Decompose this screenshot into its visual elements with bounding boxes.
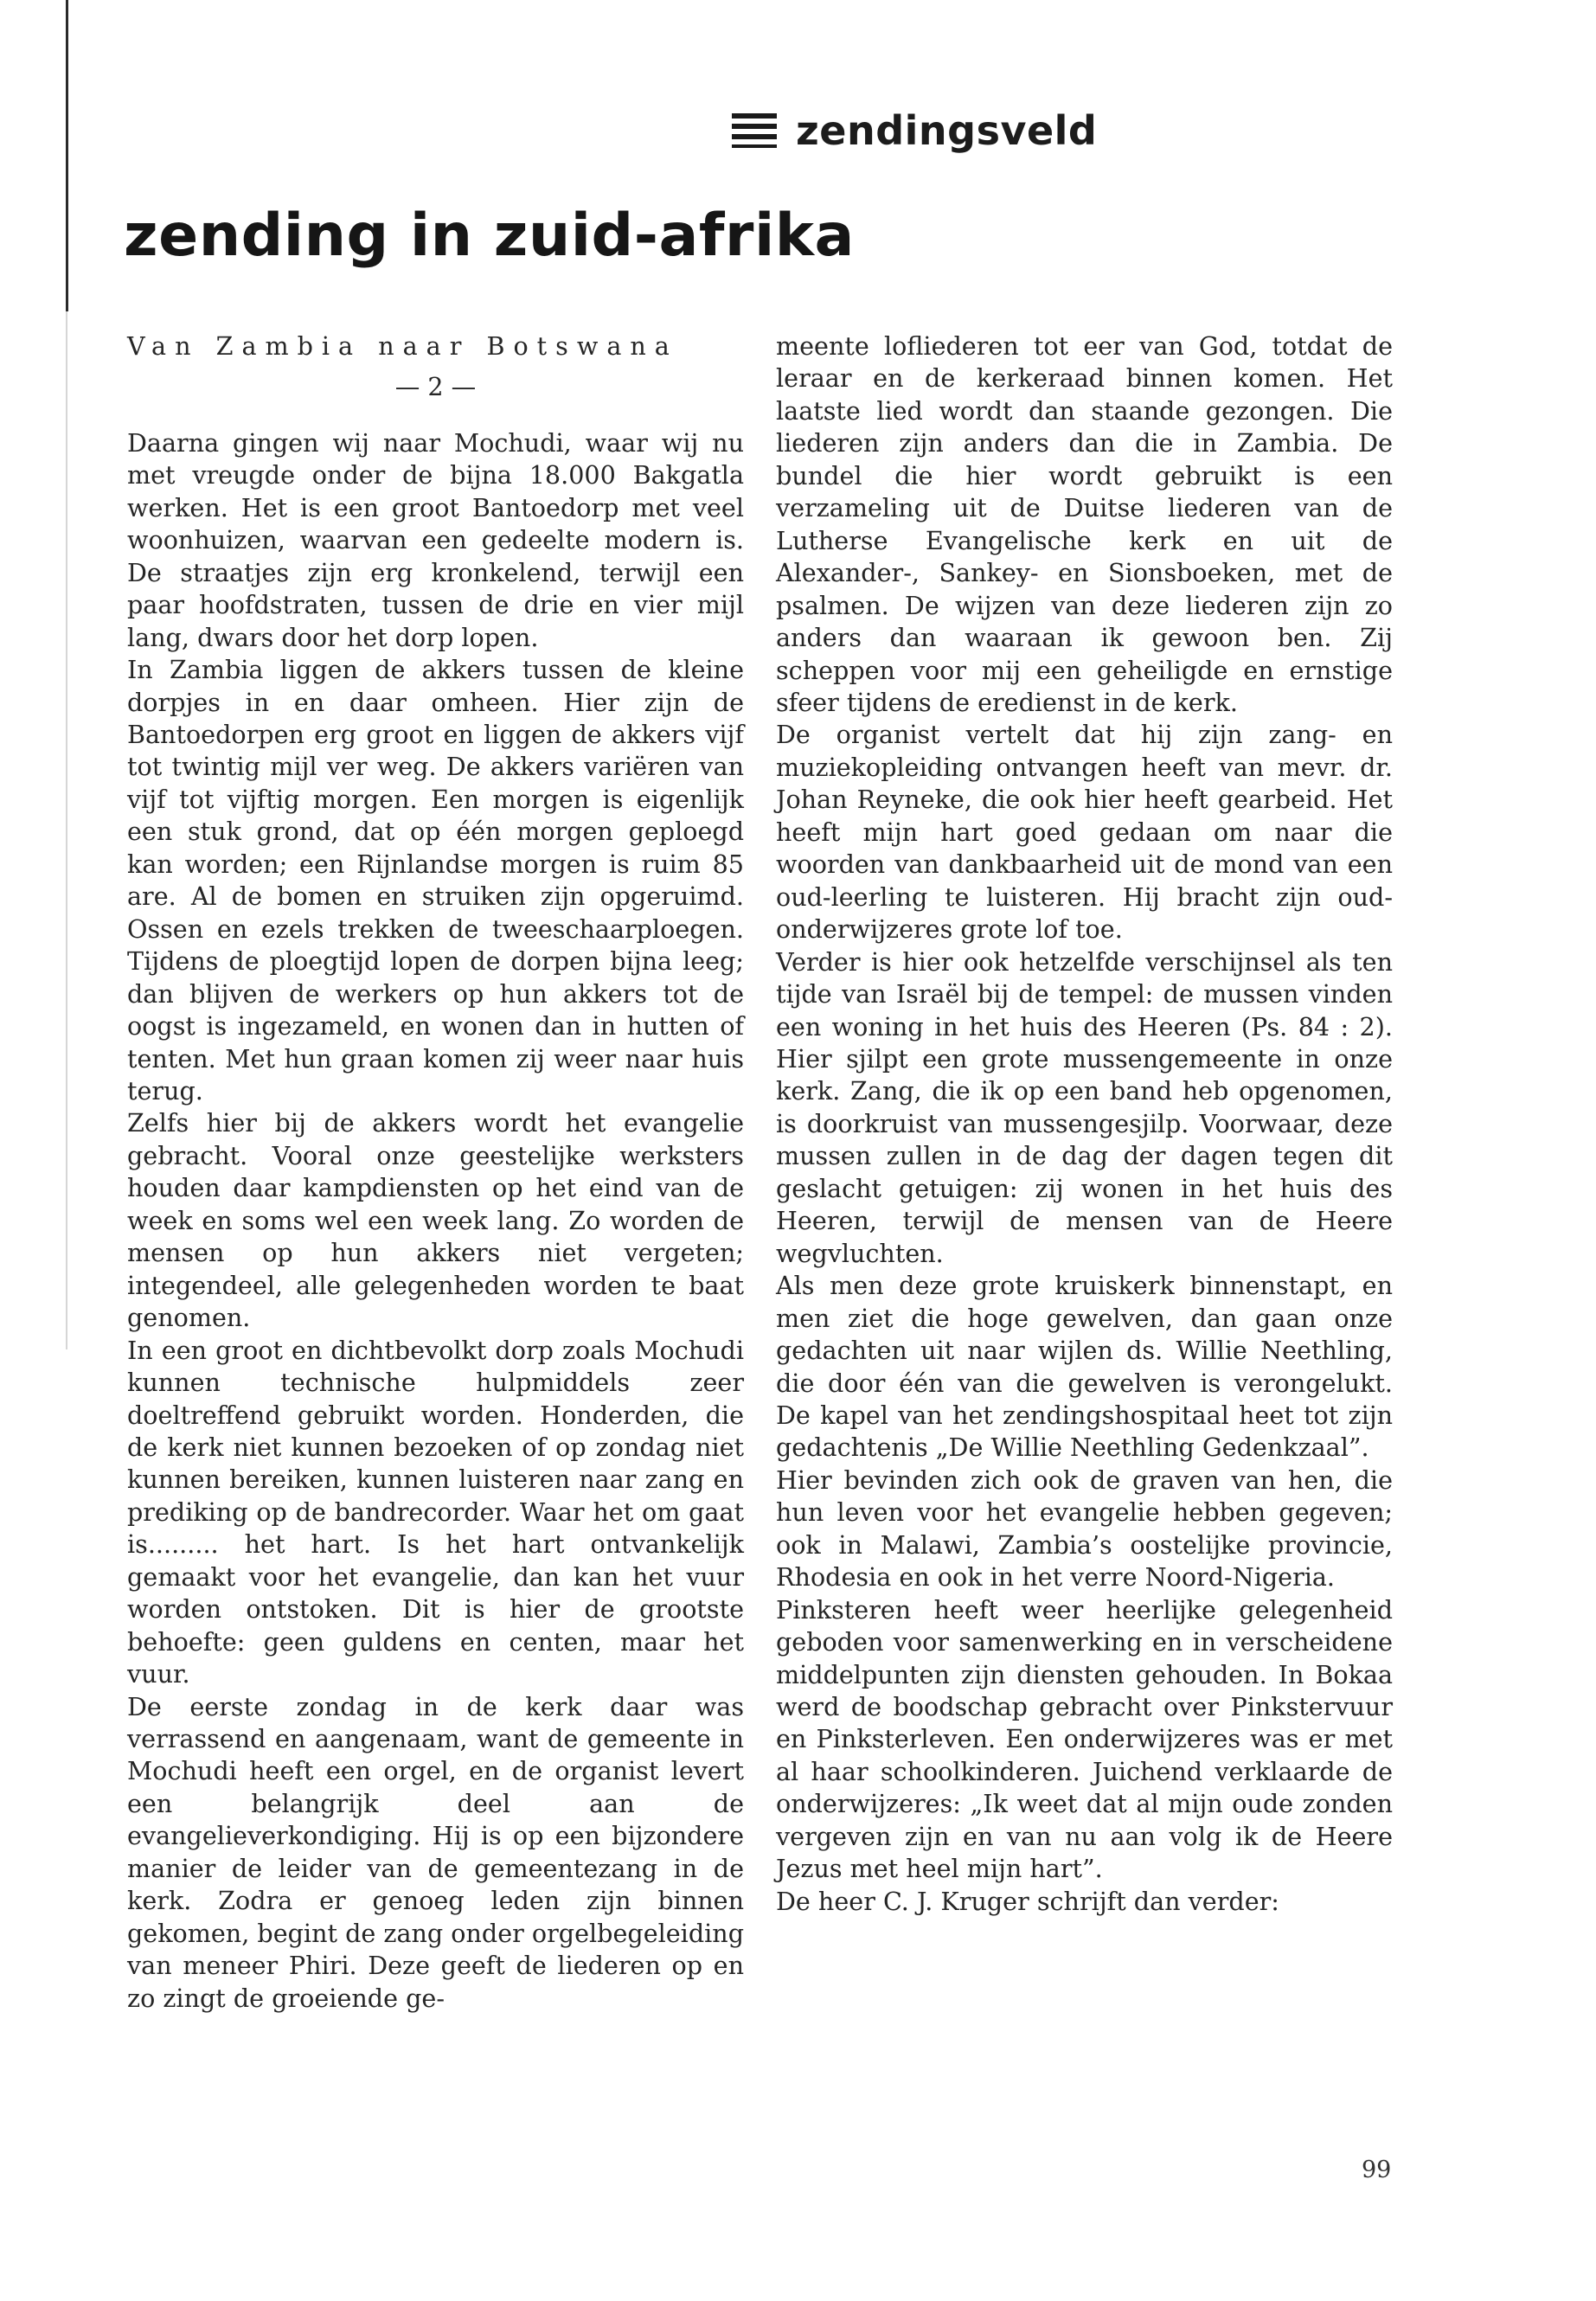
stacked-lines-icon: [732, 112, 777, 150]
paragraph: Als men deze grote kruiskerk binnenstapt, en men ziet die hoge gewelven, dan gaan onze gedachten uit naar wijlen ds. Willie Neethling, die door één van die gewelven is verongelukt. De kapel van het zendingshospitaal heet tot zijn gedachtenis „De Willie Neethling Gedenkzaal”.: [776, 1271, 1393, 1463]
article-subtitle: Van Zambia naar Botswana: [127, 331, 678, 361]
page-number: 99: [1362, 2157, 1392, 2183]
left-margin-rule-faint: [66, 311, 67, 1349]
paragraph: In een groot en dichtbevolkt dorp zoals Mochudi kunnen technische hulpmiddels zeer doeltreffend gebruikt worden. Honderden, die de kerk niet kunnen bezoeken of op zondag niet kunnen bereiken, kunnen luisteren naar zang en prediking op de bandrecorder. Waar het om gaat is......... het hart. Is het hart ontvankelijk gemaakt voor het evangelie, dan kan het vuur worden ontstoken. Dit is hier de grootste behoefte: geen guldens en centen, maar het vuur.: [127, 1335, 744, 1689]
paragraph: Zelfs hier bij de akkers wordt het evangelie gebracht. Vooral onze geestelijke werksters houden daar kampdiensten op het eind van de week en soms wel een week lang. Zo worden de mensen op hun akkers niet vergeten; integendeel, alle gelegenheden worden te baat genomen.: [127, 1108, 744, 1333]
paragraph: De organist vertelt dat hij zijn zang- en muziekopleiding ontvangen heeft van mevr. dr. Johan Reyneke, die ook hier heeft gearbeid. Het heeft mijn hart goed gedaan om naar die woorden van dankbaarheid uit de mond van een oud-leerling te luisteren. Hij bracht zijn oud-onderwijzeres grote lof toe.: [776, 720, 1393, 945]
part-number: — 2 —: [394, 372, 477, 402]
paragraph: De eerste zondag in de kerk daar was verrassend en aangenaam, want de gemeente in Mochudi heeft een orgel, en de organist levert een belangrijk deel aan de evangelieverkondiging. Hij is op een bijzondere manier de leider van de gemeentezang in de kerk. Zodra er genoeg leden zijn binnen gekomen, begint de zang onder orgelbegeleiding van meneer Phiri. Deze geeft de liederen op en zo zingt de groeiende ge-: [127, 1691, 745, 2013]
paragraph: In Zambia liggen de akkers tussen de kleine dorpjes in en daar omheen. Hier zijn de Bantoedorpen erg groot en liggen de akkers vijf tot twintig mijl ver weg. De akkers variëren van vijf tot vijftig morgen. Een morgen is eigenlijk een stuk grond, dat op één morgen geploegd kan worden; een Rijnlandse morgen is ruim 85 are. Al de bomen en struiken zijn opgeruimd. Ossen en ezels trekken de tweeschaarploegen. Tijdens de ploegtijd lopen de dorpen bijna leeg; dan blijven de werkers op hun akkers tot de oogst is ingezameld, en wonen dan in hutten of tenten. Met hun graan komen zij weer naar huis terug.: [127, 655, 744, 1106]
paragraph: meente lofliederen tot eer van God, totdat de leraar en de kerkeraad binnen komen. Het laatste lied wordt dan staande gezongen. Die liederen zijn anders dan die in Zambia. De bundel die hier wordt gebruikt is een verzameling uit de Duitse liederen van de Lutherse Evangelische kerk en uit de Alexander-, Sankey- en Sionsboeken, met de psalmen. De wijzen van deze liederen zijn zo anders dan waaraan ik gewoon ben. Zij scheppen voor mij een geheiligde en ernstige sfeer tijdens de eredienst in de kerk.: [776, 331, 1393, 717]
left-column: [127, 330, 744, 2015]
paragraph: Verder is hier ook hetzelfde verschijnsel als ten tijde van Israël bij de tempel: de mussen vinden een woning in het huis des Heeren (Ps. 84 : 2). Hier sjilpt een grote mussengemeente in onze kerk. Zang, die ik op een band heb opgenomen, is doorkruist van mussengesjilp. Voorwaar, deze mussen zullen in de dag der dagen tegen dit geslacht getuigen: zij wonen in het huis des Heeren, terwijl de mensen van de Heere wegvluchten.: [776, 946, 1393, 1268]
paragraph: De heer C. J. Kruger schrijft dan verder:: [776, 1886, 1279, 1916]
right-column: [776, 330, 1393, 1918]
section-header: [732, 107, 1097, 154]
paragraph: Hier bevinden zich ook de graven van hen, die hun leven voor het evangelie hebben gegeven; ook in Malawi, Zambia’s oostelijke provincie, Rhodesia en ook in het verre Noord-Nigeria.: [776, 1465, 1393, 1593]
article-title: zending in zuid-afrika: [124, 202, 855, 270]
paragraph: Pinksteren heeft weer heerlijke gelegenheid geboden voor samenwerking en in verscheidene middelpunten zijn diensten gehouden. In Bokaa werd de boodschap gebracht over Pinkstervuur en Pinksterleven. Een onderwijzeres was er met al haar schoolkinderen. Juichend verklaarde de onderwijzeres: „Ik weet dat al mijn oude zonden vergeven zijn en van nu aan volg ik de Heere Jezus met heel mijn hart”.: [776, 1594, 1393, 1884]
section-name: zendingsveld: [796, 107, 1098, 154]
paragraph: Daarna gingen wij naar Mochudi, waar wij nu met vreugde onder de bijna 18.000 Bakgatla werken. Het is een groot Bantoedorp met veel woonhuizen, waarvan een gedeelte modern is. De straatjes zijn erg kronkelend, terwijl een paar hoofdstraten, tussen de drie en vier mijl lang, dwars door het dorp lopen.: [127, 427, 744, 652]
left-margin-rule: [66, 0, 68, 311]
